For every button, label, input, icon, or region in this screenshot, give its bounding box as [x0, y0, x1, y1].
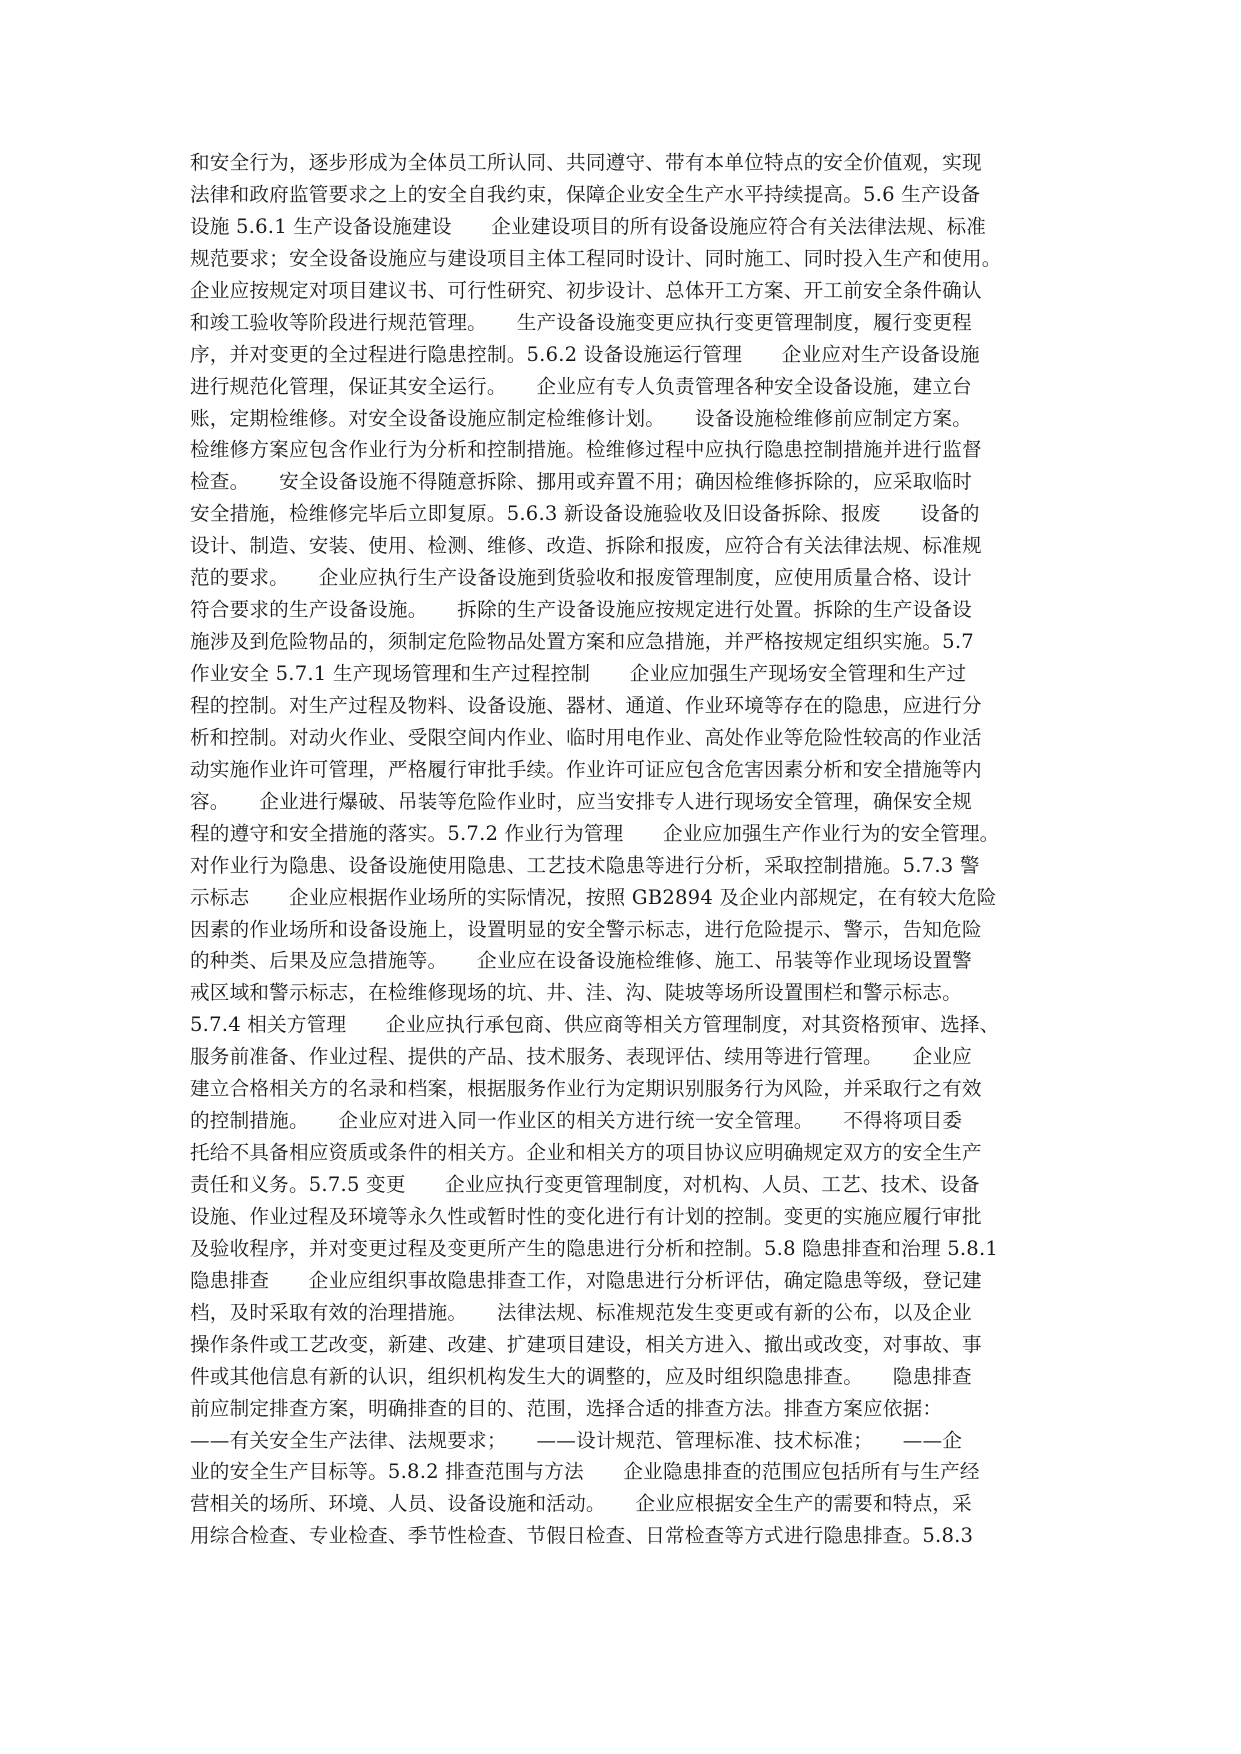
text-line: 序，并对变更的全过程进行隐患控制。5.6.2 设备设施运行管理 企业应对生产设备设施: [190, 342, 980, 366]
text-line: 5.7.4 相关方管理 企业应执行承包商、供应商等相关方管理制度，对其资格预审、选择、: [190, 1013, 1000, 1037]
text-line: 安全措施，检维修完毕后立即复原。5.6.3 新设备设施验收及旧设备拆除、报废 设备的: [190, 502, 980, 526]
text-line: 营相关的场所、环境、人员、设备设施和活动。 企业应根据安全生产的需要和特点，采: [190, 1492, 972, 1516]
text-line: 用综合检查、专业检查、季节性检查、节假日检查、日常检查等方式进行隐患排查。5.8.3: [190, 1524, 974, 1548]
text-line: 前应制定排查方案，明确排查的目的、范围，选择合适的排查方法。排查方案应依据：: [190, 1396, 943, 1420]
text-line: 档，及时采取有效的治理措施。 法律法规、标准规范发生变更或有新的公布，以及企业: [190, 1300, 972, 1324]
text-line: 的种类、后果及应急措施等。 企业应在设备设施检维修、施工、吊装等作业现场设置警: [190, 949, 972, 973]
text-line: 进行规范化管理，保证其安全运行。 企业应有专人负责管理各种安全设备设施，建立台: [190, 374, 972, 398]
text-line: 的控制措施。 企业应对进入同一作业区的相关方进行统一安全管理。 不得将项目委: [190, 1109, 963, 1133]
text-line: 法律和政府监管要求之上的安全自我约束，保障企业安全生产水平持续提高。5.6 生产设备: [190, 182, 981, 206]
text-line: 规范要求；安全设备设施应与建设项目主体工程同时设计、同时施工、同时投入生产和使用。: [190, 246, 1002, 270]
text-line: 操作条件或工艺改变，新建、改建、扩建项目建设，相关方进入、撤出或改变，对事故、事: [190, 1332, 982, 1356]
text-line: 及验收程序，并对变更过程及变更所产生的隐患进行分析和控制。5.8 隐患排查和治理 5.8.1: [190, 1236, 999, 1260]
text-line: 隐患排查 企业应组织事故隐患排查工作，对隐患进行分析评估，确定隐患等级，登记建: [190, 1268, 982, 1292]
text-line: 程的控制。对生产过程及物料、设备设施、器材、通道、作业环境等存在的隐患，应进行分: [190, 693, 982, 717]
text-line: 程的遵守和安全措施的落实。5.7.2 作业行为管理 企业应加强生产作业行为的安全管理。: [190, 821, 1000, 845]
text-line: 检维修方案应包含作业行为分析和控制措施。检维修过程中应执行隐患控制措施并进行监督: [190, 438, 982, 462]
text-line: 设施、作业过程及环境等永久性或暂时性的变化进行有计划的控制。变更的实施应履行审批: [190, 1204, 982, 1228]
text-line: 示标志 企业应根据作业场所的实际情况，按照 GB2894 及企业内部规定，在有较大危险: [190, 885, 997, 909]
text-line: 件或其他信息有新的认识，组织机构发生大的调整的，应及时组织隐患排查。 隐患排查: [190, 1364, 972, 1388]
text-line: 建立合格相关方的名录和档案，根据服务作业行为定期识别服务行为风险，并采取行之有效: [190, 1077, 982, 1101]
text-line: 设计、制造、安装、使用、检测、维修、改造、拆除和报废，应符合有关法律法规、标准规: [190, 534, 982, 558]
body-text: [190, 147, 1048, 1552]
text-line: 作业安全 5.7.1 生产现场管理和生产过程控制 企业应加强生产现场安全管理和生产过: [190, 662, 967, 685]
text-line: 企业应按规定对项目建议书、可行性研究、初步设计、总体开工方案、开工前安全条件确认: [190, 278, 982, 302]
text-line: 账，定期检维修。对安全设备设施应制定检维修计划。 设备设施检维修前应制定方案。: [190, 406, 972, 430]
text-line: ——有关安全生产法律、法规要求； ——设计规范、管理标准、技术标准； ——企: [190, 1428, 963, 1452]
text-line: 设施 5.6.1 生产设备设施建设 企业建设项目的所有设备设施应符合有关法律法规、标准: [190, 214, 987, 238]
text-line: 对作业行为隐患、设备设施使用隐患、工艺技术隐患等进行分析，采取控制措施。5.7.3 警: [190, 853, 980, 877]
text-line: 和竣工验收等阶段进行规范管理。 生产设备设施变更应执行变更管理制度，履行变更程: [190, 310, 972, 334]
text-line: 动实施作业许可管理，严格履行审批手续。作业许可证应包含危害因素分析和安全措施等内: [190, 757, 982, 781]
text-line: 责任和义务。5.7.5 变更 企业应执行变更管理制度，对机构、人员、工艺、技术、设备: [190, 1173, 980, 1196]
text-line: 服务前准备、作业过程、提供的产品、技术服务、表现评估、续用等进行管理。 企业应: [190, 1045, 972, 1069]
text-line: 容。 企业进行爆破、吊装等危险作业时，应当安排专人进行现场安全管理，确保安全规: [190, 789, 972, 813]
text-line: 业的安全生产目标等。5.8.2 排查范围与方法 企业隐患排查的范围应包括所有与生产经: [190, 1460, 980, 1484]
text-line: 托给不具备相应资质或条件的相关方。企业和相关方的项目协议应明确规定双方的安全生产: [190, 1141, 982, 1165]
text-line: 析和控制。对动火作业、受限空间内作业、临时用电作业、高处作业等危险性较高的作业活: [190, 725, 982, 749]
text-line: 因素的作业场所和设备设施上，设置明显的安全警示标志，进行危险提示、警示，告知危险: [190, 917, 982, 941]
text-line: 施涉及到危险物品的，须制定危险物品处置方案和应急措施，并严格按规定组织实施。5.7: [190, 630, 974, 654]
text-line: 检查。 安全设备设施不得随意拆除、挪用或弃置不用；确因检维修拆除的，应采取临时: [190, 470, 972, 494]
text-line: 范的要求。 企业应执行生产设备设施到货验收和报废管理制度，应使用质量合格、设计: [190, 566, 972, 590]
text-line: 和安全行为，逐步形成为全体员工所认同、共同遵守、带有本单位特点的安全价值观，实现: [190, 151, 982, 174]
text-line: 符合要求的生产设备设施。 拆除的生产设备设施应按规定进行处置。拆除的生产设备设: [190, 598, 972, 622]
text-line: 戒区域和警示标志，在检维修现场的坑、井、洼、沟、陡坡等场所设置围栏和警示标志。: [190, 981, 962, 1005]
